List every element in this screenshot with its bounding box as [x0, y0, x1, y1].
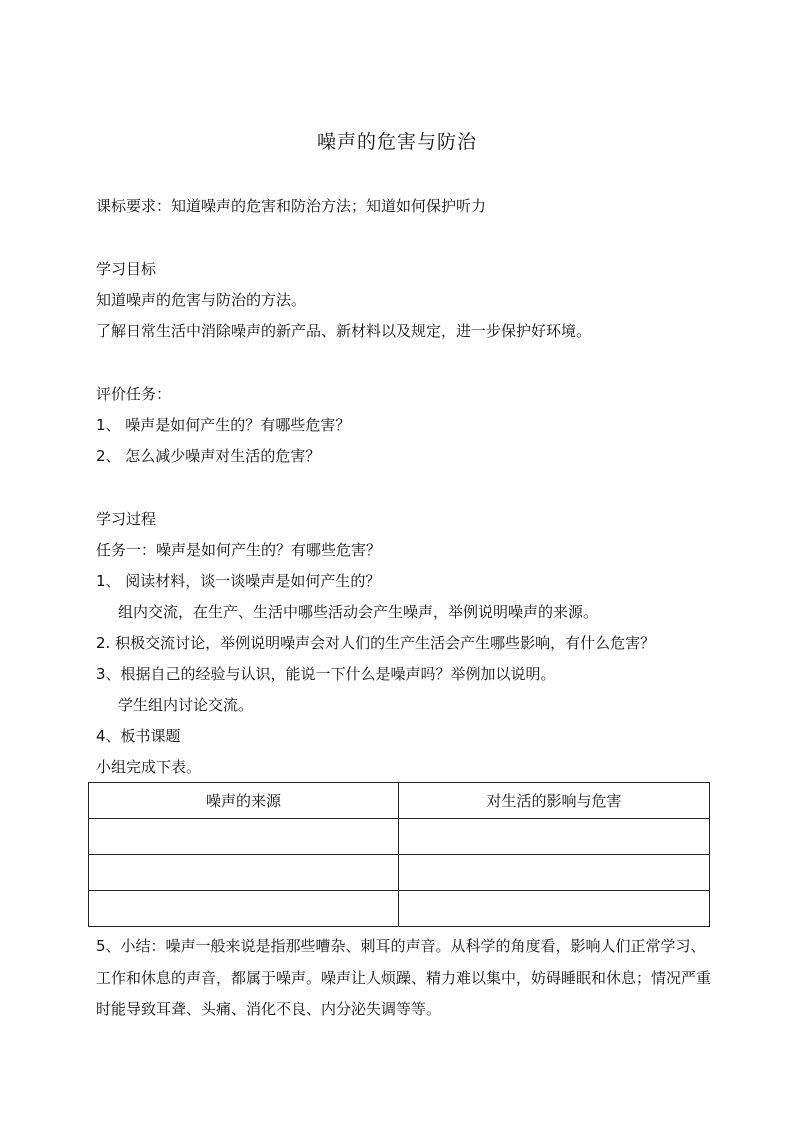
curriculum-requirement: 课标要求：知道噪声的危害和防治方法；知道如何保护听力 [96, 197, 487, 215]
process-heading: 学习过程 [96, 510, 157, 528]
table-header-cell: 噪声的来源 [89, 783, 399, 819]
evaluation-item: 2、 怎么减少噪声对生活的危害？ [96, 447, 321, 465]
table-row [89, 819, 710, 855]
table-row [89, 855, 710, 891]
noise-table [88, 782, 710, 927]
task-one: 任务一：噪声是如何产生的？有哪些危害？ [96, 541, 382, 559]
evaluation-heading: 评价任务： [96, 385, 172, 403]
step-two: 2. 积极交流讨论，举例说明噪声会对人们的生产生活会产生哪些影响，有什么危害？ [96, 634, 656, 652]
evaluation-item: 1、 噪声是如何产生的？有哪些危害？ [96, 416, 351, 434]
objectives-heading: 学习目标 [96, 260, 157, 278]
table-cell [399, 819, 710, 855]
document-title: 噪声的危害与防治 [316, 131, 477, 153]
table-cell [89, 891, 399, 927]
table-cell [89, 855, 399, 891]
objective-item: 了解日常生活中消除噪声的新产品、新材料以及规定，进一步保护好环境。 [96, 322, 592, 340]
step-three: 3、根据自己的经验与认识，能说一下什么是噪声吗？举例加以说明。 [96, 665, 556, 683]
objective-item: 知道噪声的危害与防治的方法。 [96, 291, 307, 309]
table-intro: 小组完成下表。 [96, 758, 202, 776]
step-three-detail: 学生组内讨论交流。 [118, 696, 254, 714]
step-one-detail: 组内交流，在生产、生活中哪些活动会产生噪声，举例说明噪声的来源。 [118, 603, 599, 621]
table-cell [399, 891, 710, 927]
step-four: 4、板书课题 [96, 727, 181, 745]
table-header-cell: 对生活的影响与危害 [399, 783, 710, 819]
step-one: 1、 阅读材料，谈一谈噪声是如何产生的？ [96, 572, 381, 590]
table-cell [89, 819, 399, 855]
table-header-row [89, 783, 710, 819]
table-row [89, 891, 710, 927]
summary-paragraph: 5、小结：噪声一般来说是指那些嘈杂、刺耳的声音。从科学的角度看，影响人们正常学习、工作和休息的声音，都属于噪声。噪声让人烦躁、精力难以集中，妨碍睡眠和休息；情况严重时能导致耳聋、头痛、消化不良、内分泌失调等等。 [96, 937, 712, 1018]
table-cell [399, 855, 710, 891]
